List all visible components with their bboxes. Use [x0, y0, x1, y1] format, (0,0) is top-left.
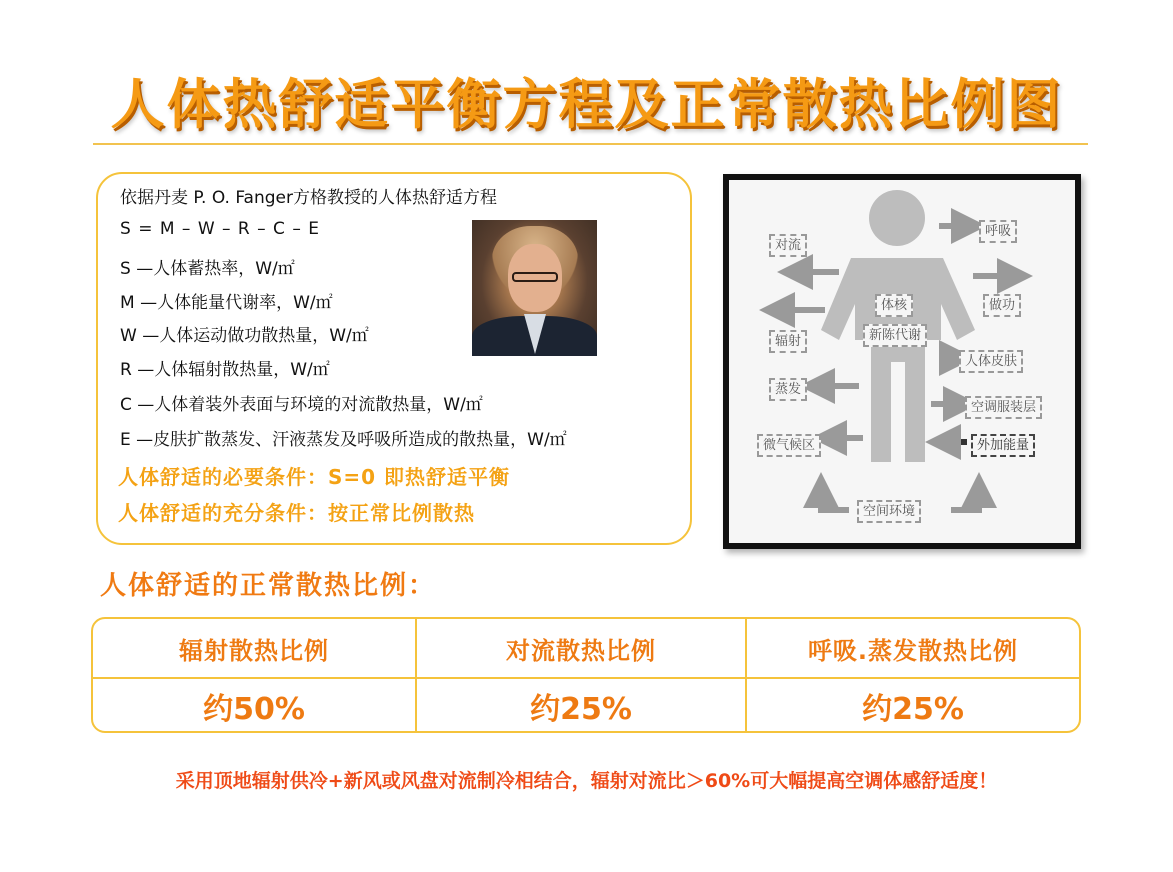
label-external-energy: 外加能量: [971, 434, 1035, 457]
equation-intro: 依据丹麦 P. O. Fanger方格教授的人体热舒适方程: [120, 188, 497, 208]
label-radiation: 辐射: [769, 330, 807, 353]
ratio-value-convection: 约25%: [530, 692, 632, 727]
label-convection: 对流: [769, 234, 807, 257]
label-microclimate: 微气候区: [757, 434, 821, 457]
label-metabolism: 新陈代谢: [863, 324, 927, 347]
definition-w: W —人体运动做功散热量，W/㎡: [120, 326, 369, 346]
fanger-portrait-photo: [472, 220, 597, 356]
page-title: 人体热舒适平衡方程及正常散热比例图: [110, 73, 1063, 136]
bottom-note: 采用顶地辐射供冷+新风或风盘对流制冷相结合，辐射对流比＞60%可大幅提高空调体感舒适度！: [175, 770, 998, 792]
ratio-value-radiation: 约50%: [203, 692, 305, 727]
label-clothing-layer: 空调服装层: [965, 396, 1042, 419]
heat-exchange-diagram: [723, 174, 1081, 549]
label-work: 做功: [983, 294, 1021, 317]
label-evaporation: 蒸发: [769, 378, 807, 401]
label-skin: 人体皮肤: [959, 350, 1023, 373]
definition-s: S —人体蓄热率，W/㎡: [120, 259, 295, 279]
ratio-header-radiation: 辐射散热比例: [179, 636, 329, 665]
ratio-table: [91, 617, 1081, 733]
ratio-value-respiration-evaporation: 约25%: [862, 692, 964, 727]
title-divider: [93, 143, 1088, 145]
definition-m: M —人体能量代谢率，W/㎡: [120, 293, 333, 313]
ratio-header-respiration-evaporation: 呼吸.蒸发散热比例: [807, 636, 1019, 665]
sufficient-condition: 人体舒适的充分条件：按正常比例散热: [118, 501, 475, 525]
definition-r: R —人体辐射散热量，W/㎡: [120, 360, 330, 380]
label-space-environment: 空间环境: [857, 500, 921, 523]
label-respiration: 呼吸: [979, 220, 1017, 243]
ratio-header-convection: 对流散热比例: [506, 636, 656, 665]
equation: S = M – W – R – C – E: [120, 219, 320, 239]
label-core: 体核: [875, 294, 913, 317]
definition-c: C —人体着装外表面与环境的对流散热量，W/㎡: [120, 395, 483, 415]
necessary-condition: 人体舒适的必要条件：S=0 即热舒适平衡: [118, 465, 511, 489]
ratio-heading: 人体舒适的正常散热比例：: [100, 571, 437, 601]
definition-e: E —皮肤扩散蒸发、汗液蒸发及呼吸所造成的散热量，W/㎡: [120, 430, 567, 450]
